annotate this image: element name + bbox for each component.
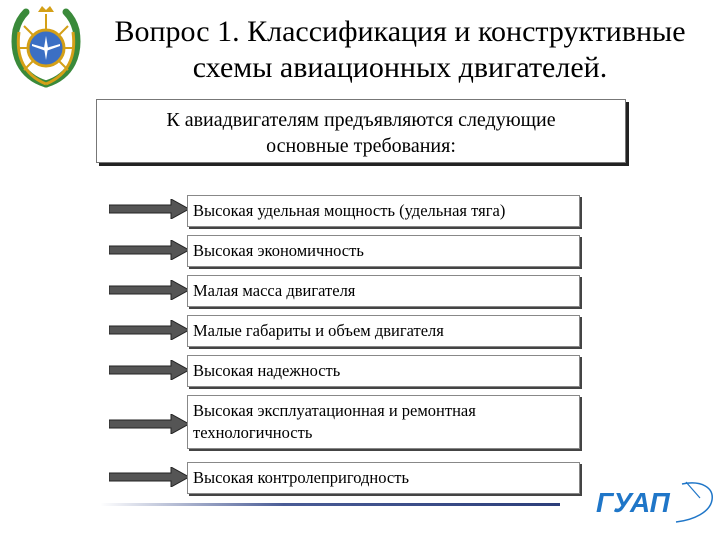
arrow-right-icon	[109, 199, 189, 219]
requirement-item: Малые габариты и объем двигателя	[187, 315, 580, 347]
requirement-item: Высокая надежность	[187, 355, 580, 387]
logo-text: ГУАП	[596, 487, 670, 518]
guap-logo	[590, 478, 718, 526]
title-line-1: Вопрос 1. Классификация и конструктивные	[114, 15, 686, 48]
arrow-right-icon	[109, 414, 189, 434]
requirement-item: Малая масса двигателя	[187, 275, 580, 307]
requirements-heading-box	[96, 99, 626, 163]
arrow-right-icon	[109, 467, 189, 487]
arrow-right-icon	[109, 240, 189, 260]
requirement-item: Высокая экономичность	[187, 235, 580, 267]
title-line-2: схемы авиационных двигателей.	[192, 51, 608, 84]
arrow-right-icon	[109, 360, 189, 380]
requirement-item: Высокая контролепригодность	[187, 462, 580, 494]
arrow-right-icon	[109, 280, 189, 300]
requirements-heading-line-1: К авиадвигателям предъявляются следующие	[166, 109, 556, 131]
requirement-item: Высокая эксплуатационная и ремонтная технологичность	[187, 395, 580, 449]
logo-stroke	[686, 482, 700, 498]
requirements-heading-line-2: основные требования:	[266, 135, 456, 157]
logo-orbit	[676, 483, 712, 522]
requirement-item: Высокая удельная мощность (удельная тяга)	[187, 195, 580, 227]
footer-divider	[100, 503, 560, 506]
arrow-right-icon	[109, 320, 189, 340]
crown-icon	[38, 6, 54, 12]
air-force-emblem	[8, 4, 84, 88]
slide-title	[90, 14, 710, 86]
